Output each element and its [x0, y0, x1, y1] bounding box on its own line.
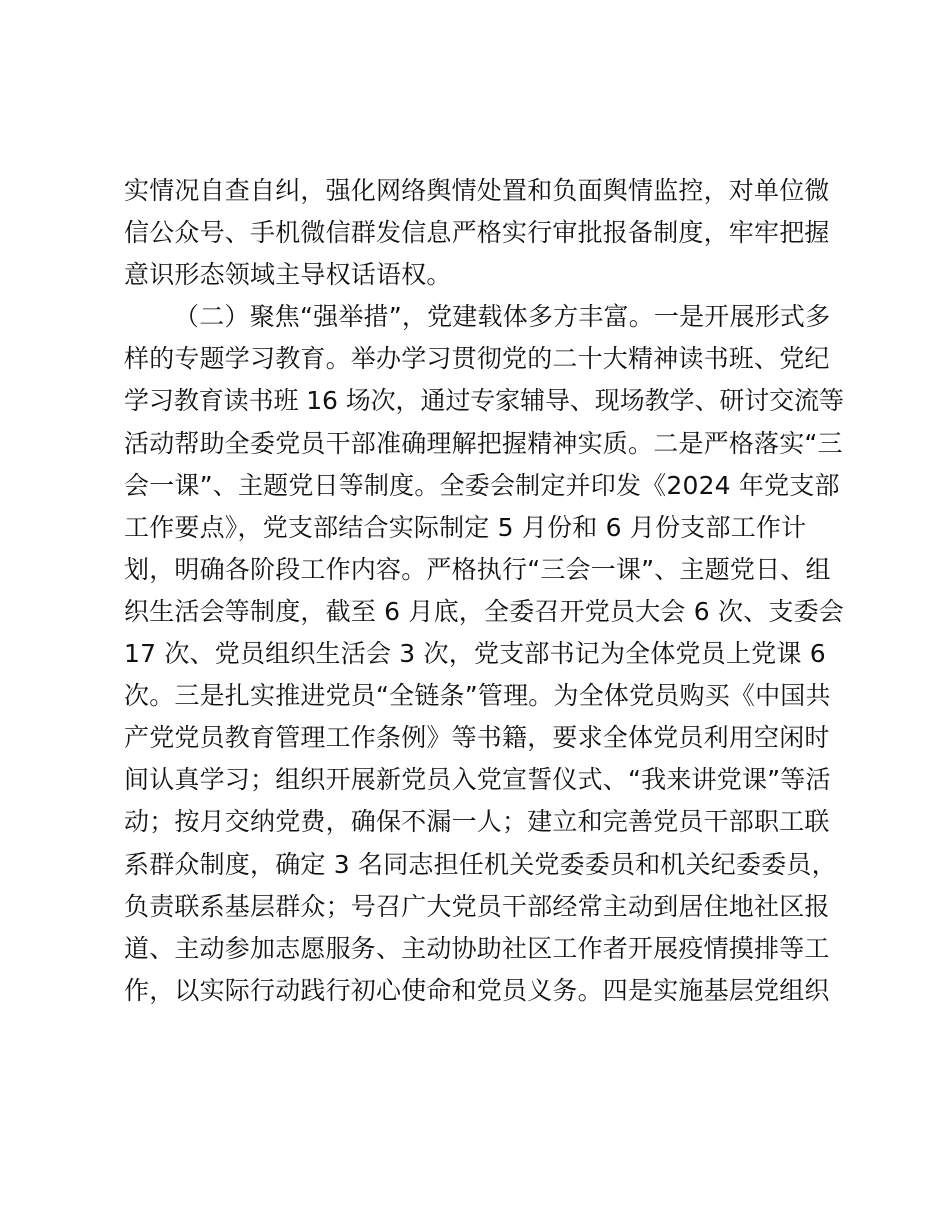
text-line: 样的专题学习教育。举办学习贯彻党的二十大精神读书班、党纪 — [124, 344, 830, 374]
text-line: 信公众号、手机微信群发信息严格实行审批报备制度，牢牢把握 — [124, 218, 830, 248]
text-line: 间认真学习；组织开展新党员入党宣誓仪式、“我来讲党课”等活 — [124, 765, 831, 795]
body-text — [124, 170, 844, 1012]
text-line: 作，以实际行动践行初心使命和党员义务。四是实施基层党组织 — [124, 975, 830, 1005]
text-line: 次。三是扎实推进党员“全链条”管理。为全体党员购买《中国共 — [124, 681, 831, 711]
text-line: 道、主动参加志愿服务、主动协助社区工作者开展疫情摸排等工 — [124, 933, 830, 963]
text-line: 织生活会等制度，截至 6 月底，全委召开党员大会 6 次、支委会 — [124, 596, 845, 626]
text-line: 意识形态领域主导权话语权。 — [124, 260, 452, 290]
text-line: 负责联系基层群众；号召广大党员干部经常主动到居住地社区报 — [124, 891, 830, 921]
text-line: 会一课”、主题党日等制度。全委会制定并印发《2024 年党支部 — [124, 470, 840, 500]
text-line: 产党党员教育管理工作条例》等书籍，要求全体党员利用空闲时 — [124, 723, 830, 753]
text-line: 工作要点》，党支部结合实际制定 5 月份和 6 月份支部工作计 — [124, 512, 807, 542]
text-line: 系群众制度，确定 3 名同志担任机关党委委员和机关纪委委员， — [124, 849, 837, 879]
text-line: 实情况自查自纠，强化网络舆情处置和负面舆情监控，对单位微 — [124, 176, 830, 205]
text-line: 划，明确各阶段工作内容。严格执行“三会一课”、主题党日、组 — [124, 554, 831, 584]
text-line: 活动帮助全委党员干部准确理解把握精神实质。二是严格落实“三 — [124, 428, 843, 458]
text-line: 17 次、党员组织生活会 3 次，党支部书记为全体党员上党课 6 — [124, 639, 826, 669]
section-heading-line: （二）聚焦“强举措”，党建载体多方丰富。一是开展形式多 — [174, 302, 831, 332]
text-line: 学习教育读书班 16 场次，通过专家辅导、现场教学、研讨交流等 — [124, 386, 844, 416]
text-line: 动；按月交纳党费，确保不漏一人；建立和完善党员干部职工联 — [124, 807, 830, 837]
